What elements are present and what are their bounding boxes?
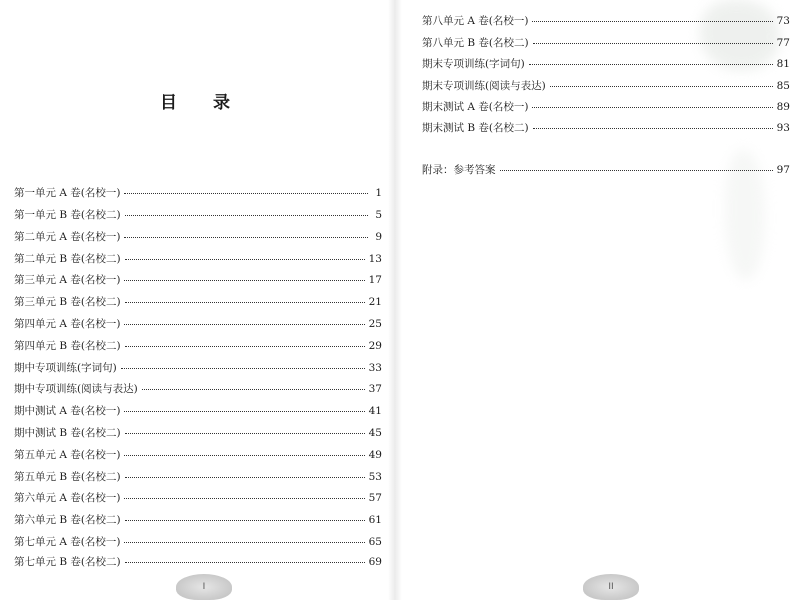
dot-leader: [533, 41, 773, 44]
dot-leader: [124, 453, 364, 456]
toc-entry-label: 第七单元 B 卷(名校二): [14, 556, 121, 568]
toc-entry-page: 25: [368, 318, 382, 330]
toc-entry-label: 期中测试 A 卷(名校一): [14, 405, 121, 417]
toc-entry-page: 29: [368, 340, 382, 352]
toc-entry-page: 97: [776, 164, 790, 176]
toc-entry[interactable]: [14, 470, 382, 484]
toc-entry-page: 65: [368, 536, 382, 548]
dot-leader: [125, 344, 365, 347]
dot-leader: [529, 62, 773, 65]
toc-entry[interactable]: [422, 100, 790, 114]
toc-entry-page: 45: [368, 427, 382, 439]
dot-leader: [124, 496, 364, 499]
toc-entry[interactable]: [14, 404, 382, 418]
toc-entry-page: 81: [776, 58, 790, 70]
dot-leader: [125, 518, 365, 521]
toc-entry-label: 第四单元 A 卷(名校一): [14, 318, 121, 330]
toc-entry-page: 33: [368, 362, 382, 374]
dot-leader: [124, 409, 364, 412]
toc-entry[interactable]: [14, 535, 382, 549]
toc-entry[interactable]: [14, 230, 382, 244]
toc-heading: 目录: [160, 93, 266, 113]
dot-leader: [125, 431, 365, 434]
toc-entry[interactable]: [14, 295, 382, 309]
toc-entry[interactable]: [14, 361, 382, 375]
toc-entry[interactable]: [422, 36, 790, 50]
toc-entry-page: 21: [368, 296, 382, 308]
toc-entry[interactable]: [422, 121, 790, 135]
toc-entry-page: 49: [368, 449, 382, 461]
dot-leader: [532, 19, 772, 22]
toc-entry-label: 期末专项训练(阅读与表达): [422, 80, 546, 92]
dot-leader: [142, 387, 365, 390]
dot-leader: [500, 168, 773, 171]
toc-entry-page: 69: [368, 556, 382, 568]
toc-entry-label: 期末专项训练(字词句): [422, 58, 525, 70]
toc-entry-label: 第一单元 B 卷(名校二): [14, 209, 121, 221]
toc-entry[interactable]: [422, 57, 790, 71]
toc-entry-label: 第四单元 B 卷(名校二): [14, 340, 121, 352]
toc-entry[interactable]: [14, 426, 382, 440]
toc-entry[interactable]: [14, 252, 382, 266]
toc-entry-label: 第三单元 B 卷(名校二): [14, 296, 121, 308]
dot-leader: [533, 126, 773, 129]
toc-entry-label: 第八单元 A 卷(名校一): [422, 15, 529, 27]
toc-entry-page: 77: [776, 37, 790, 49]
dot-leader: [124, 278, 364, 281]
toc-entry[interactable]: [14, 491, 382, 505]
toc-entry[interactable]: [14, 208, 382, 222]
toc-entry-label: 第五单元 A 卷(名校一): [14, 449, 121, 461]
dot-leader: [532, 105, 772, 108]
toc-entry-page: 5: [375, 209, 382, 221]
toc-entry-label: 期中测试 B 卷(名校二): [14, 427, 121, 439]
toc-entry[interactable]: [14, 448, 382, 462]
toc-entry-page: 53: [368, 471, 382, 483]
toc-entry[interactable]: [14, 513, 382, 527]
toc-entry-page: 61: [368, 514, 382, 526]
toc-entry-page: 89: [776, 101, 790, 113]
toc-entry-label: 第二单元 B 卷(名校二): [14, 253, 121, 265]
dot-leader: [125, 300, 365, 303]
page-number-badge: II: [583, 574, 639, 600]
toc-entry-page: 1: [375, 187, 382, 199]
dot-leader: [125, 475, 365, 478]
toc-entry[interactable]: [14, 339, 382, 353]
dot-leader: [124, 191, 368, 194]
toc-entry-page: 37: [368, 383, 382, 395]
toc-entry[interactable]: [422, 79, 790, 93]
toc-entry-label: 期中专项训练(阅读与表达): [14, 383, 138, 395]
page-number-badge: I: [176, 574, 232, 600]
toc-entry-label: 期末测试 B 卷(名校二): [422, 122, 529, 134]
toc-entry-label: 第三单元 A 卷(名校一): [14, 274, 121, 286]
toc-entry-appendix[interactable]: [422, 163, 790, 177]
toc-entry-label: 期末测试 A 卷(名校一): [422, 101, 529, 113]
dot-leader: [124, 322, 364, 325]
toc-entry[interactable]: [14, 273, 382, 287]
dot-leader: [125, 560, 365, 563]
toc-entry-label: 第二单元 A 卷(名校一): [14, 231, 121, 243]
dot-leader: [125, 213, 368, 216]
toc-entry-page: 93: [776, 122, 790, 134]
toc-entry-label: 期中专项训练(字词句): [14, 362, 117, 374]
dot-leader: [121, 366, 365, 369]
toc-entry[interactable]: [14, 555, 382, 569]
toc-entry-page: 85: [776, 80, 790, 92]
toc-entry-label: 第七单元 A 卷(名校一): [14, 536, 121, 548]
toc-entry-page: 17: [368, 274, 382, 286]
toc-entry[interactable]: [14, 317, 382, 331]
toc-entry-label: 第一单元 A 卷(名校一): [14, 187, 121, 199]
dot-leader: [124, 235, 368, 238]
toc-entry[interactable]: [14, 186, 382, 200]
toc-entry-label: 第五单元 B 卷(名校二): [14, 471, 121, 483]
toc-entry-label: 第八单元 B 卷(名校二): [422, 37, 529, 49]
toc-entry-label: 第六单元 B 卷(名校二): [14, 514, 121, 526]
dot-leader: [125, 257, 365, 260]
dot-leader: [124, 540, 364, 543]
toc-entry-page: 9: [375, 231, 382, 243]
book-gutter: [388, 0, 402, 600]
dot-leader: [550, 84, 773, 87]
toc-entry-page: 13: [368, 253, 382, 265]
toc-entry-page: 57: [368, 492, 382, 504]
toc-entry[interactable]: [422, 14, 790, 28]
toc-entry-label: 第六单元 A 卷(名校一): [14, 492, 121, 504]
toc-entry-page: 73: [776, 15, 790, 27]
toc-entry-page: 41: [368, 405, 382, 417]
toc-entry[interactable]: [14, 382, 382, 396]
toc-entry-label: 附录：参考答案: [422, 164, 496, 176]
